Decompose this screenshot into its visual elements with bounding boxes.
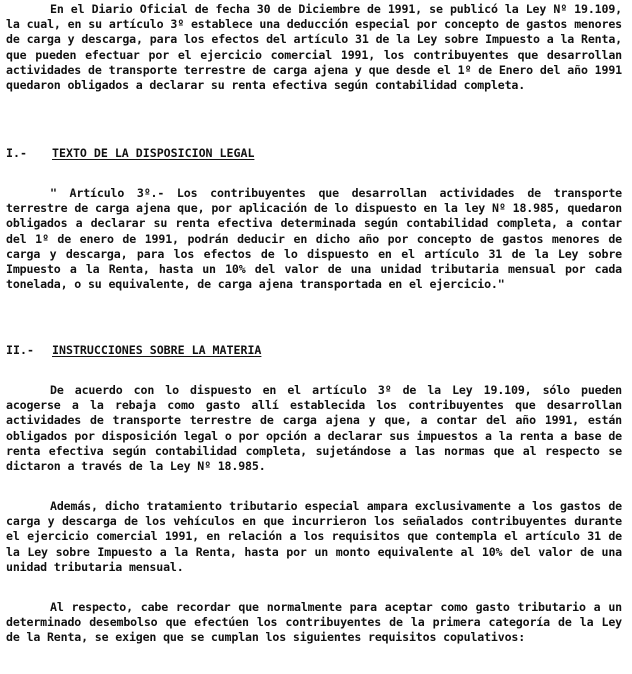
section-1-number: I.- <box>6 146 27 160</box>
section-2-heading <box>6 343 261 358</box>
instructions-paragraph-1: De acuerdo con lo dispuesto en el artículo 3º de la Ley 19.109, sólo pueden acogerse a la rebaja como gasto allí establecida los contribuyentes que desarrollan actividades de transporte terrestre de carga ajena y que, a contar del año 1991, están obligados por disposición legal o por opción a declarar sus impuestos a la renta a base de renta efectiva según contabilidad completa, sujetándose a las normas que al respecto se dictaron a través de la Ley Nº 18.985. <box>6 383 622 474</box>
instructions-paragraph-3: Al respecto, cabe recordar que normalmente para aceptar como gasto tributario a un determinado desembolso que efectúen los contribuyentes de la primera categoría de la Ley de la Renta, se exigen que se cumplan los siguientes requisitos copulativos: <box>6 600 622 645</box>
section-1-heading <box>6 146 254 161</box>
instructions-paragraph-2: Además, dicho tratamiento tributario especial ampara exclusivamente a los gastos de carga y descarga de los vehículos en que incurrieron los señalados contribuyentes durante el ejercicio comercial 1991, en relación a los requisitos que contempla el artículo 31 de la Ley sobre Impuesto a la Renta, hasta por un monto equivalente al 10% del valor de una unidad tributaria mensual. <box>6 499 622 574</box>
legal-provision-quote: " Artículo 3º.- Los contribuyentes que desarrollan actividades de transporte terrestre de carga ajena que, por aplicación de lo dispuesto en la ley Nº 18.985, quedaron obligados a declarar su renta efectiva determinada según contabilidad completa, a contar del 1º de enero de 1991, podrán deducir en dicho año por concepto de gastos menores de carga y descarga, para los efectos de lo dispuesto en el artículo 31 de la Ley sobre Impuesto a la Renta, hasta un 10% del valor de una unidad tributaria mensual por cada tonelada, o su equivalente, de carga ajena transportada en el ejercicio." <box>6 186 622 292</box>
section-1-title: TEXTO DE LA DISPOSICION LEGAL <box>52 146 255 160</box>
section-2-title: INSTRUCCIONES SOBRE LA MATERIA <box>52 343 262 357</box>
intro-paragraph: En el Diario Oficial de fecha 30 de Diciembre de 1991, se publicó la Ley Nº 19.109, la cual, en su artículo 3º establece una deducción especial por concepto de gastos menores de carga y descarga, para los efectos del artículo 31 de la Ley sobre Impuesto a la Renta, que pueden efectuar por el ejercicio comercial 1991, los contribuyentes que desarrollan actividades de transporte terrestre de carga ajena y que desde el 1º de Enero del año 1991 quedaron obligados a declarar su renta efectiva según contabilidad completa. <box>6 2 622 93</box>
section-2-number: II.- <box>6 343 34 357</box>
